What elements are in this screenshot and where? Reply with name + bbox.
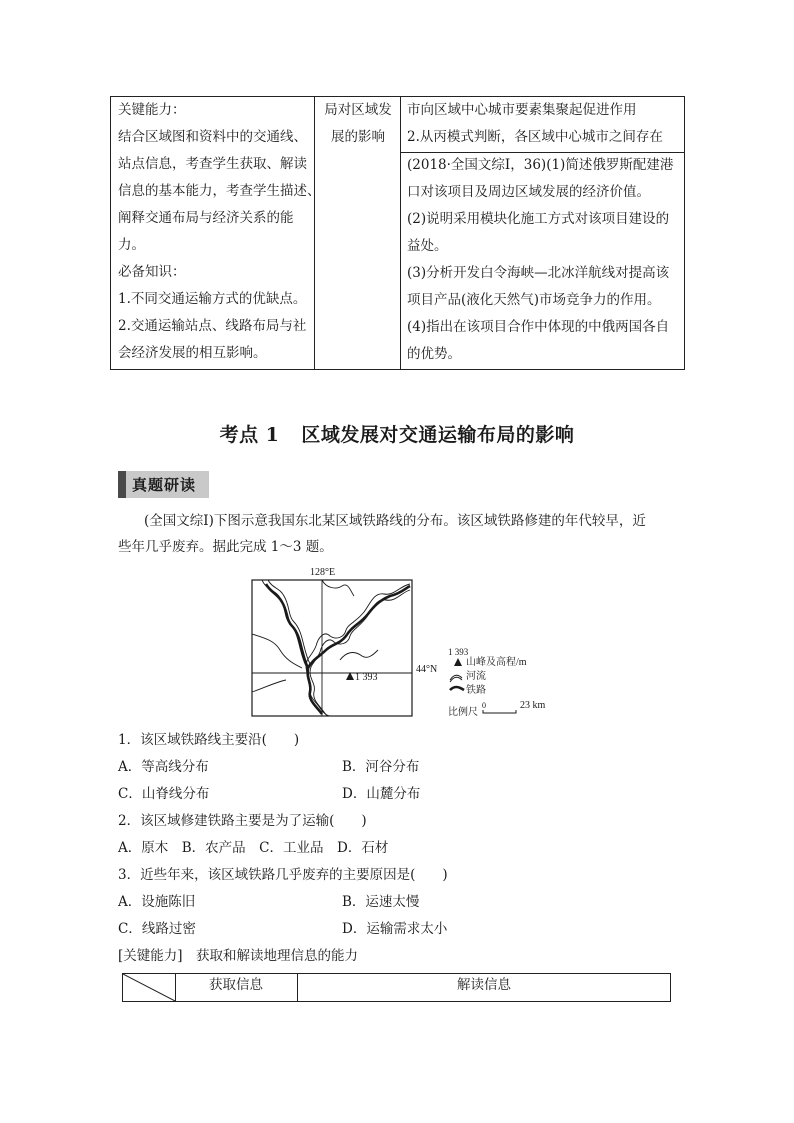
- section-tag: [118, 471, 209, 498]
- question-stem: 1．该区域铁路线主要沿( ): [118, 732, 300, 748]
- option-d: D．山麓分布: [342, 786, 421, 802]
- scale-prefix: 比例尺: [448, 707, 478, 718]
- text-line: 站点信息，考查学生获取、解读: [118, 156, 307, 172]
- text-line: (3)分析开发白令海峡—北冰洋航线对提高该: [407, 265, 670, 281]
- tag-label: 真题研读: [132, 476, 197, 494]
- text-line: 2.交通运输站点、线路布局与社: [118, 318, 307, 334]
- legend-peak-icon: [454, 658, 462, 666]
- text-line: 市向区域中心城市要素集聚起促进作用: [407, 102, 637, 118]
- question-intro: [118, 508, 678, 560]
- peak-elevation-label: 1 393: [355, 672, 378, 683]
- text-line: 会经济发展的相互影响。: [118, 345, 267, 361]
- option-a: A．设施陈旧: [118, 894, 196, 910]
- river: [252, 634, 302, 668]
- section-heading: [0, 420, 794, 447]
- option-c: C．山脊线分布: [118, 786, 210, 802]
- legend-railway-label: 铁路: [466, 685, 486, 696]
- latitude-label: 44°N: [416, 664, 438, 675]
- ability-knowledge-cell: [111, 97, 321, 369]
- text-line: 信息的基本能力，考查学生描述、: [118, 183, 321, 199]
- topic-cell: [314, 97, 401, 369]
- option-b: B．运速太慢: [342, 894, 420, 910]
- intro-line: 些年几乎废弃。据此完成 1～3 题。: [118, 539, 333, 555]
- text-line: (2018·全国文综Ⅰ，36)(1)简述俄罗斯配建港: [407, 157, 674, 173]
- diagonal-header-cell: [123, 974, 176, 1001]
- text-line: 阐释交通布局与经济关系的能: [118, 210, 294, 226]
- header-interpret-info: 解读信息: [457, 977, 511, 993]
- question-stem: 3．近些年来，该区域铁路几乎废弃的主要原因是( ): [118, 867, 448, 883]
- text-line: 局对区域发: [324, 102, 392, 118]
- scale-bar: [483, 710, 516, 713]
- river: [340, 650, 378, 660]
- legend-peak-value: 1 393: [448, 647, 469, 657]
- ability-knowledge-text: [118, 97, 321, 367]
- text-line: 口对该项目及周边区域发展的经济价值。: [407, 184, 650, 200]
- legend-peak-label: 山峰及高程/m: [466, 657, 527, 668]
- text-line: 结合区域图和资料中的交通线、: [118, 129, 307, 145]
- tag-accent-bar: [118, 471, 126, 498]
- section-title: 区域发展对交通运输布局的影响: [301, 424, 575, 446]
- exam-question-text: [407, 152, 682, 368]
- text-line: 必备知识：: [118, 264, 186, 280]
- diagonal-line: [123, 974, 175, 1001]
- longitude-label: 128°E: [310, 567, 336, 578]
- text-line: 2.从丙模式判断，各区域中心城市之间存在: [407, 129, 663, 145]
- river: [322, 580, 354, 596]
- river: [252, 680, 286, 692]
- text-line: 项目产品(液化天然气)市场竞争力的作用。: [407, 292, 661, 308]
- info-table: [122, 973, 671, 1002]
- text-line: 关键能力：: [118, 102, 186, 118]
- legend-river-label: 河流: [466, 671, 486, 682]
- text-line: 1.不同交通运输方式的优缺点。: [118, 291, 307, 307]
- text-line: (2)说明采用模块化施工方式对该项目建设的: [407, 211, 670, 227]
- option-d: D．运输需求太小: [342, 921, 448, 937]
- header-get-info: 获取信息: [175, 974, 298, 1001]
- scale-zero: 0: [482, 701, 486, 710]
- text-line: 展的影响: [331, 129, 385, 145]
- requirements-table: [110, 96, 685, 370]
- continued-text: [407, 97, 687, 149]
- scale-value: 23 km: [520, 700, 546, 711]
- text-line: 力。: [118, 237, 145, 253]
- question-stem: 2．该区域修建铁路主要是为了运输( ): [118, 813, 367, 829]
- key-ability-note: [关键能力] 获取和解读地理信息的能力: [118, 948, 359, 964]
- legend-railway-icon: [450, 687, 464, 690]
- intro-line: (全国文综Ⅰ)下图示意我国东北某区域铁路线的分布。该区域铁路修建的年代较早，近: [144, 513, 646, 529]
- text-line: 的优势。: [407, 346, 461, 362]
- option-a: A．等高线分布: [118, 759, 209, 775]
- topic-text: [318, 97, 398, 151]
- section-number: 考点 1: [219, 424, 280, 446]
- options-inline: A．原木 B．农产品 C．工业品 D．石材: [118, 840, 389, 856]
- exam-question-cell: [401, 97, 684, 369]
- option-c: C．线路过密: [118, 921, 196, 937]
- text-line: (4)指出在该项目合作中体现的中俄两国各自: [407, 319, 670, 335]
- railway-map: [250, 564, 560, 722]
- option-b: B．河谷分布: [342, 759, 420, 775]
- text-line: 益处。: [407, 238, 448, 254]
